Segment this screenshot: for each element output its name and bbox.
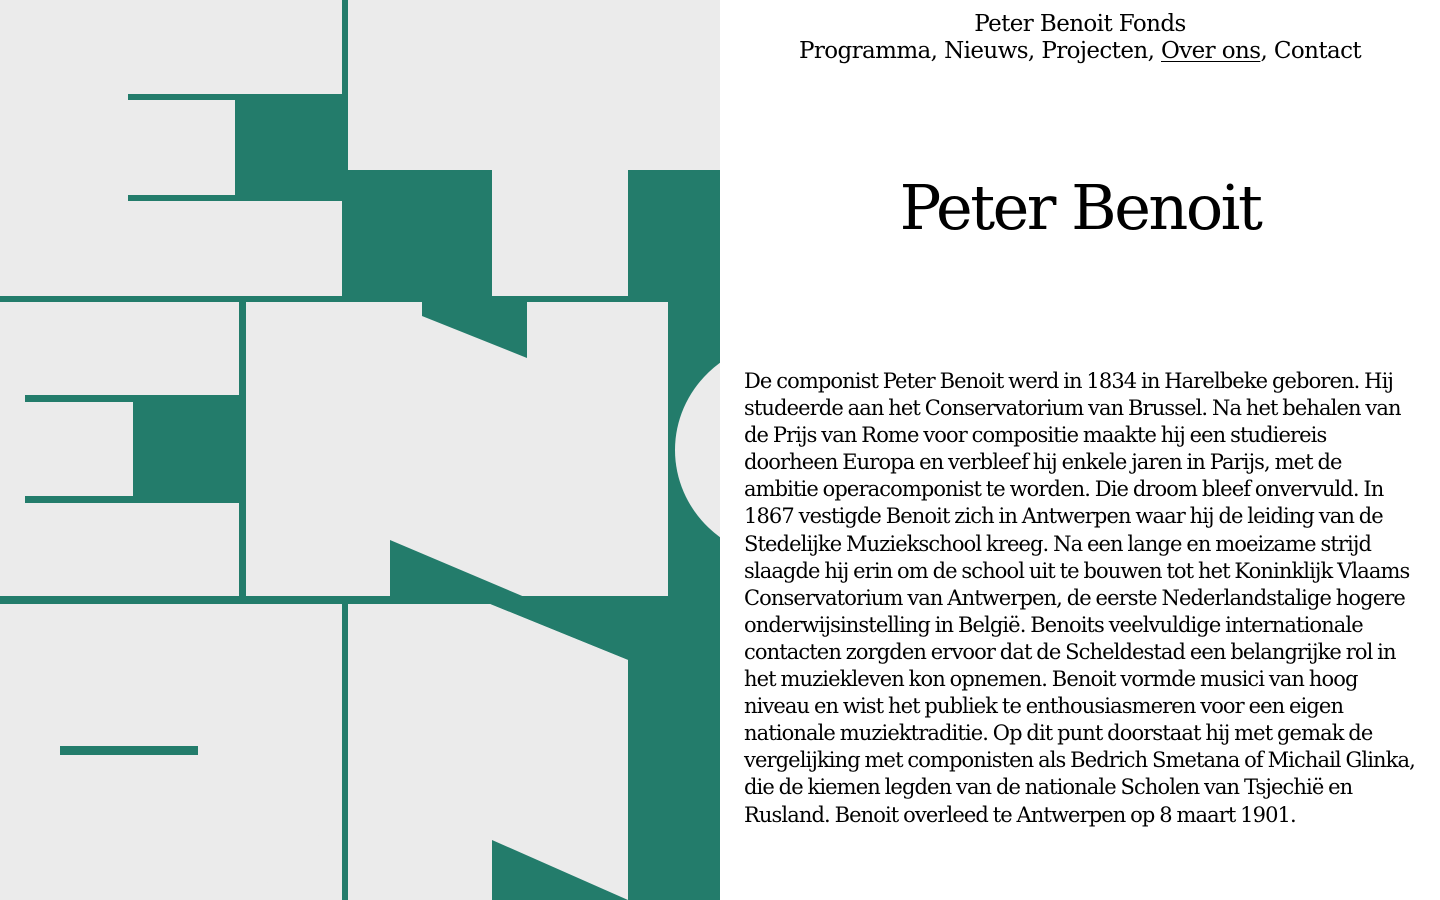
art-letter-e-arm [25,496,239,503]
nav-separator: , [1260,38,1274,64]
nav-separator: , [930,38,945,64]
art-letter-e-notch [235,100,342,195]
art-letter-e-arm [128,94,342,100]
art-letter-e-gap [239,302,246,598]
art-letter-e-notch [133,402,239,496]
art-letter-t-notch [348,170,492,298]
nav-projecten[interactable]: Projecten [1041,38,1148,64]
nav-separator: , [1027,38,1042,64]
art-letter-t-gap [628,170,720,298]
art-letter-gap [342,604,348,900]
art-letter-e-bar [60,746,198,755]
page-title: Peter Benoit [899,171,1261,244]
content-panel [720,0,1440,900]
art-letter-n-notch [348,840,492,900]
art-letter-e-arm [128,195,342,201]
nav-contact[interactable]: Contact [1273,38,1362,64]
main-nav [720,37,1440,65]
art-letter-e-gap [342,0,348,298]
art-row-divider [0,596,720,604]
art-letter-e-arm [25,395,239,402]
biography-text: De componist Peter Benoit werd in 1834 in Harelbeke geboren. Hij studeerde aan het Conservatorium van Brussel. Na het behalen van de Prijs van Rome voor compositie maakte hij een studiereis doorheen Europa en verbleef hij enkele jaren in Parijs, met de ambitie operacomponist te worden. Die droom bleef onvervuld. In 1867 vestigde Benoit zich in Antwerpen waar hij de leiding van de Stedelijke Muziekschool kreeg. Na een lange en moeizame strijd slaagde hij erin om de school uit te bouwen tot het Koninklijk Vlaams Conservatorium van Antwerpen, de eerste Nederlandstalige hogere onderwijsinstelling in België. Benoits veelvuldige internationale contacten zorgden ervoor dat de Scheldestad een belangrijke rol in het muziekleven kon opnemen. Benoit vormde musici van hoog niveau en wist het publiek te enthousiasmeren voor een eigen nationale muziektraditie. Op dit punt doorstaat hij met gemak de vergelijking met componisten als Bedrich Smetana of Michail Glinka, die de kiemen legden van de nationale Scholen van Tsjechië en Rusland. Benoit overleed te Antwerpen op 8 maart 1901. [744,369,1415,827]
art-letter-n-gap [628,604,720,900]
nav-over-ons[interactable]: Over ons [1161,38,1261,64]
nav-separator: , [1147,38,1161,64]
nav-nieuws[interactable]: Nieuws [944,38,1028,64]
art-row-divider [0,296,720,302]
site-title[interactable]: Peter Benoit Fonds [974,11,1186,37]
nav-programma[interactable]: Programma [798,38,931,64]
